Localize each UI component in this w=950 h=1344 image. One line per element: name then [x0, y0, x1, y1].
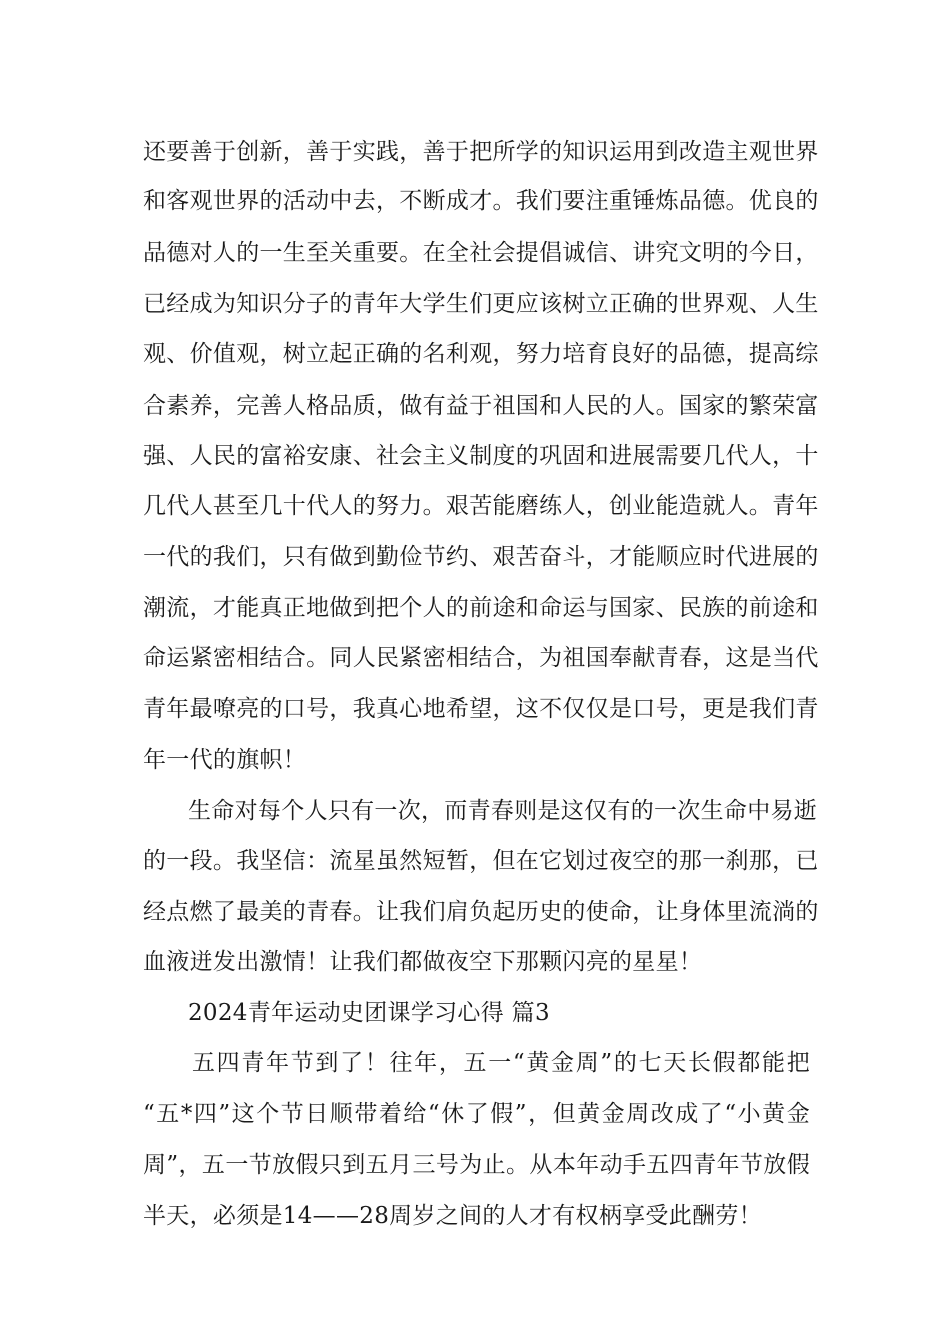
text-line: 和客观世界的活动中去，不断成才。我们要注重锤炼品德。优良的 [143, 188, 819, 214]
text-line: 五四青年节到了！往年，五一“黄金周”的七天长假都能把 [192, 1050, 810, 1076]
text-line: 潮流，才能真正地做到把个人的前途和命运与国家、民族的前途和 [143, 595, 819, 621]
text-line: 品德对人的一生至关重要。在全社会提倡诚信、讲究文明的今日， [143, 240, 819, 266]
text-line: 周”，五一节放假只到五月三号为止。从本年动手五四青年节放假 [143, 1152, 810, 1178]
text-line: 已经成为知识分子的青年大学生们更应该树立正确的世界观、人生 [143, 291, 819, 317]
section-heading: 2024青年运动史团课学习心得 篇3 [188, 1000, 550, 1026]
text-line: 年一代的旗帜！ [143, 747, 307, 773]
text-line: 还要善于创新，善于实践，善于把所学的知识运用到改造主观世界 [143, 139, 819, 165]
text-line: 经点燃了最美的青春。让我们肩负起历史的使命，让身体里流淌的 [143, 899, 819, 925]
text-line: 半天，必须是14——28周岁之间的人才有权柄享受此酬劳！ [143, 1203, 762, 1229]
text-line: 的一段。我坚信：流星虽然短暂，但在它划过夜空的那一刹那，已 [143, 848, 819, 874]
text-line: 青年最嘹亮的口号，我真心地希望，这不仅仅是口号，更是我们青 [143, 696, 819, 722]
text-line: 生命对每个人只有一次，而青春则是这仅有的一次生命中易逝 [188, 798, 818, 824]
text-line: 合素养，完善人格品质，做有益于祖国和人民的人。国家的繁荣富 [143, 393, 819, 419]
text-line: “五*四”这个节日顺带着给“休了假”，但黄金周改成了“小黄金 [143, 1101, 810, 1127]
text-line: 强、人民的富裕安康、社会主义制度的巩固和进展需要几代人，十 [143, 443, 819, 469]
text-line: 观、价值观，树立起正确的名利观，努力培育良好的品德，提高综 [143, 341, 819, 367]
text-line: 几代人甚至几十代人的努力。艰苦能磨练人，创业能造就人。青年 [143, 493, 819, 519]
text-line: 一代的我们，只有做到勤俭节约、艰苦奋斗，才能顺应时代进展的 [143, 544, 819, 570]
text-line: 血液迸发出激情！让我们都做夜空下那颗闪亮的星星！ [143, 949, 703, 975]
text-line: 命运紧密相结合。同人民紧密相结合，为祖国奉献青春，这是当代 [143, 645, 819, 671]
